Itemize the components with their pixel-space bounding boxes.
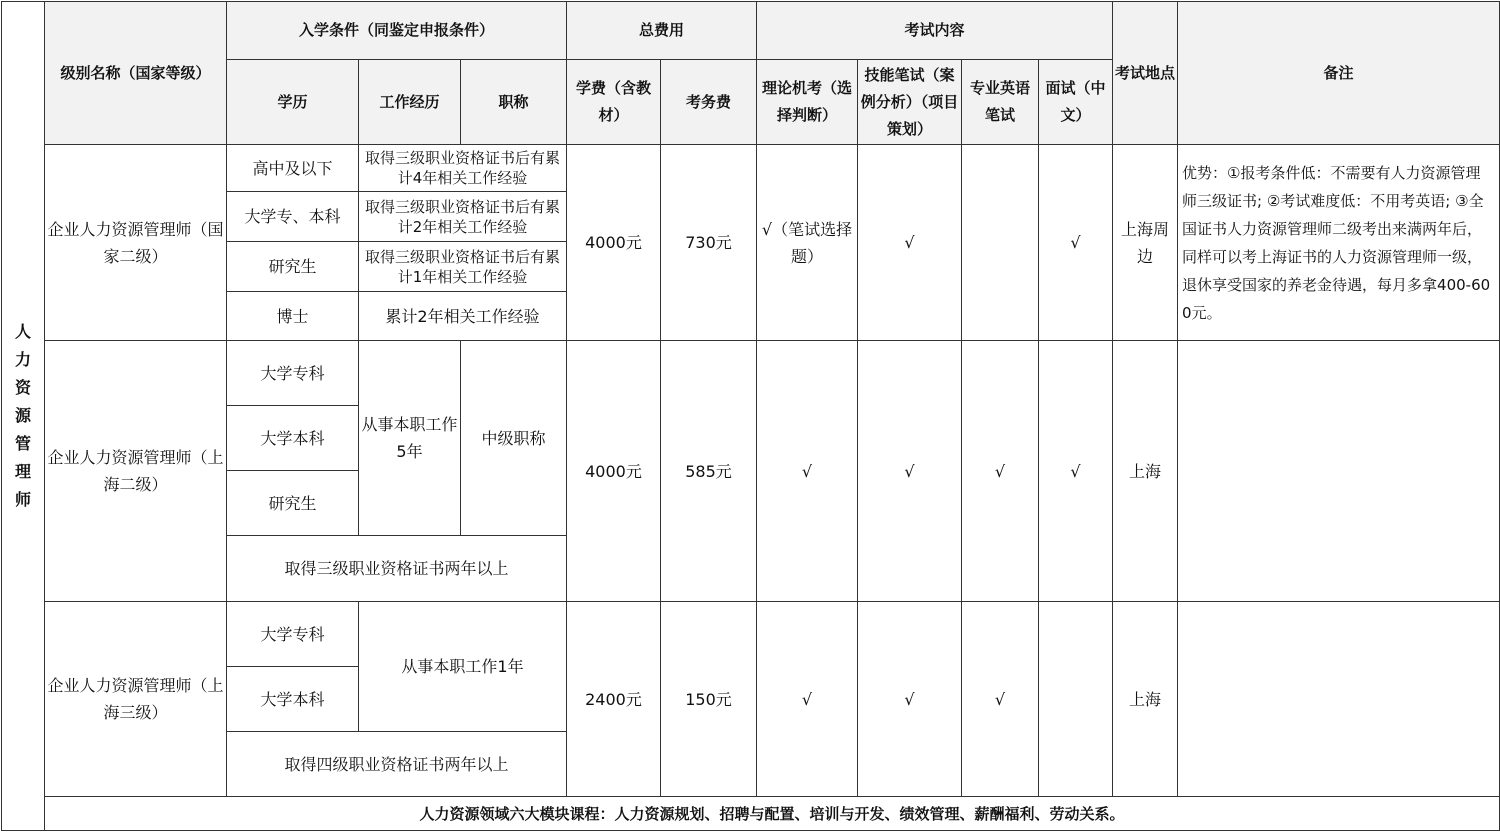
- experience-cell: 取得三级职业资格证书后有累计1年相关工作经验: [359, 242, 567, 292]
- remarks-cell: [1178, 602, 1500, 797]
- interview-cell: √: [1039, 145, 1113, 341]
- location-cell: 上海周边: [1113, 145, 1178, 341]
- education-cell: 研究生: [227, 471, 359, 536]
- exam-fee-cell: 585元: [661, 341, 757, 602]
- title-cell: 中级职称: [461, 341, 567, 536]
- skill-cell: √: [858, 145, 962, 341]
- theory-cell: √（笔试选择题）: [757, 145, 858, 341]
- skill-cell: √: [858, 341, 962, 602]
- header-tuition: 学费（含教材）: [567, 60, 661, 145]
- english-cell: √: [962, 602, 1039, 797]
- english-cell: [962, 145, 1039, 341]
- education-cell: 研究生: [227, 242, 359, 292]
- theory-cell: √: [757, 341, 858, 602]
- theory-cell: √: [757, 602, 858, 797]
- exam-fee-cell: 150元: [661, 602, 757, 797]
- alt-condition-cell: 取得四级职业资格证书两年以上: [227, 732, 567, 797]
- header-title: 职称: [461, 60, 567, 145]
- header-remarks: 备注: [1178, 2, 1500, 145]
- exam-fee-cell: 730元: [661, 145, 757, 341]
- level-name: 企业人力资源管理师（上海二级）: [45, 341, 227, 602]
- education-cell: 大学本科: [227, 406, 359, 471]
- header-english: 专业英语笔试: [962, 60, 1039, 145]
- interview-cell: [1039, 602, 1113, 797]
- level-name: 企业人力资源管理师（上海三级）: [45, 602, 227, 797]
- location-cell: 上海: [1113, 602, 1178, 797]
- remarks-cell: 优势：①报考条件低：不需要有人力资源管理师三级证书; ②考试难度低：不用考英语; ③全国证书人力资源管理师二级考出来满两年后，同样可以考上海证书的人力资源管理师一级，退休享受国家的养老金待遇，每月多拿400-600元。: [1178, 145, 1500, 341]
- education-cell: 大学专科: [227, 602, 359, 667]
- interview-cell: √: [1039, 341, 1113, 602]
- education-cell: 大学专科: [227, 341, 359, 406]
- tuition-cell: 2400元: [567, 602, 661, 797]
- header-theory: 理论机考（选择判断）: [757, 60, 858, 145]
- header-skill: 技能笔试（案例分析）（项目策划）: [858, 60, 962, 145]
- header-total-fee: 总费用: [567, 2, 757, 60]
- education-cell: 大学本科: [227, 667, 359, 732]
- header-admission: 入学条件（同鉴定申报条件）: [227, 2, 567, 60]
- footer-courses: 人力资源领域六大模块课程：人力资源规划、招聘与配置、培训与开发、绩效管理、薪酬福利、劳动关系。: [45, 797, 1500, 831]
- remarks-cell: [1178, 341, 1500, 602]
- education-cell: 博士: [227, 292, 359, 341]
- education-cell: 高中及以下: [227, 145, 359, 192]
- experience-cell: 累计2年相关工作经验: [359, 292, 567, 341]
- experience-cell: 取得三级职业资格证书后有累计2年相关工作经验: [359, 192, 567, 242]
- experience-cell: 从事本职工作1年: [359, 602, 567, 732]
- header-exam-fee: 考务费: [661, 60, 757, 145]
- skill-cell: √: [858, 602, 962, 797]
- experience-cell: 取得三级职业资格证书后有累计4年相关工作经验: [359, 145, 567, 192]
- education-cell: 大学专、本科: [227, 192, 359, 242]
- hr-certification-table: [1, 1, 1500, 831]
- tuition-cell: 4000元: [567, 145, 661, 341]
- alt-condition-cell: 取得三级职业资格证书两年以上: [227, 536, 567, 602]
- header-education: 学历: [227, 60, 359, 145]
- tuition-cell: 4000元: [567, 341, 661, 602]
- location-cell: 上海: [1113, 341, 1178, 602]
- header-experience: 工作经历: [359, 60, 461, 145]
- experience-cell: 从事本职工作5年: [359, 341, 461, 536]
- english-cell: √: [962, 341, 1039, 602]
- category-label: 人力资源管理师: [2, 2, 45, 831]
- header-exam-content: 考试内容: [757, 2, 1113, 60]
- header-interview: 面试（中文）: [1039, 60, 1113, 145]
- level-name: 企业人力资源管理师（国家二级）: [45, 145, 227, 341]
- header-location: 考试地点: [1113, 2, 1178, 145]
- header-level-name: 级别名称（国家等级）: [45, 2, 227, 145]
